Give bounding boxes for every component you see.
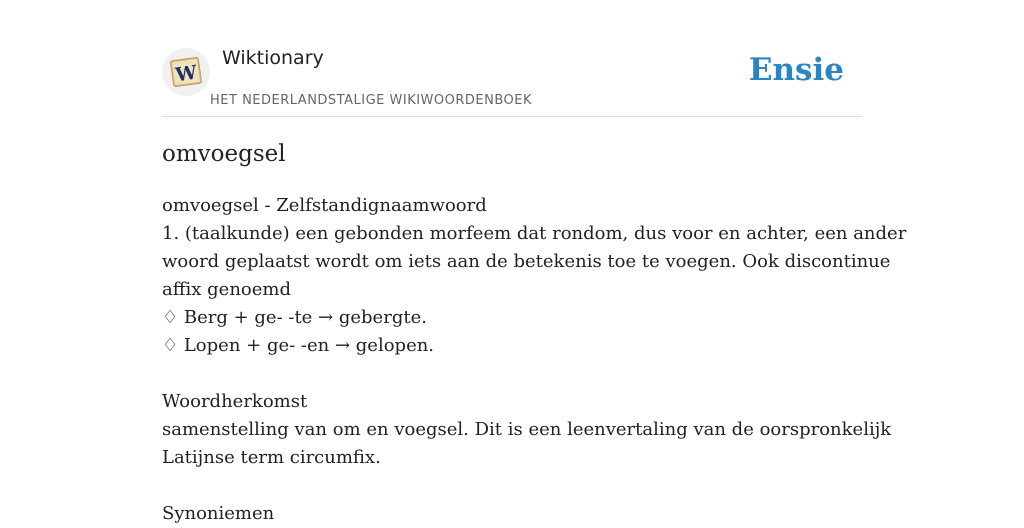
svg-text:W: W — [174, 61, 199, 87]
spacer — [162, 360, 862, 388]
entry-heading: omvoegsel - Zelfstandignaamwoord — [162, 195, 487, 216]
page-title: omvoegsel — [162, 141, 286, 167]
spacer — [162, 472, 862, 500]
main-content — [162, 136, 907, 528]
wiktionary-logo-icon[interactable] — [162, 48, 210, 96]
etymology-heading: Woordherkomst — [162, 391, 308, 412]
example-line: ♢ Berg + ge- -te → gebergte. — [162, 307, 427, 328]
ensie-brand-link[interactable]: Ensie — [748, 52, 844, 88]
etymology-line: Latijnse term circumfix. — [162, 447, 381, 468]
definition-line: affix genoemd — [162, 279, 291, 300]
definition-line: woord geplaatst wordt om iets aan de betekenis toe te voegen. Ook discontinue — [162, 251, 891, 272]
site-tagline: HET NEDERLANDSTALIGE WIKIWOORDENBOEK — [210, 93, 533, 108]
entry-body — [162, 192, 907, 528]
definition-line: 1. (taalkunde) een gebonden morfeem dat rondom, dus voor en achter, een ander — [162, 223, 907, 244]
example-line: ♢ Lopen + ge- -en → gelopen. — [162, 335, 435, 356]
synonyms-heading: Synoniemen — [162, 503, 275, 524]
site-name[interactable]: Wiktionary — [222, 47, 324, 69]
etymology-line: samenstelling van om en voegsel. Dit is een leenvertaling van de oorspronkelijk — [162, 419, 892, 440]
site-header — [162, 40, 862, 117]
